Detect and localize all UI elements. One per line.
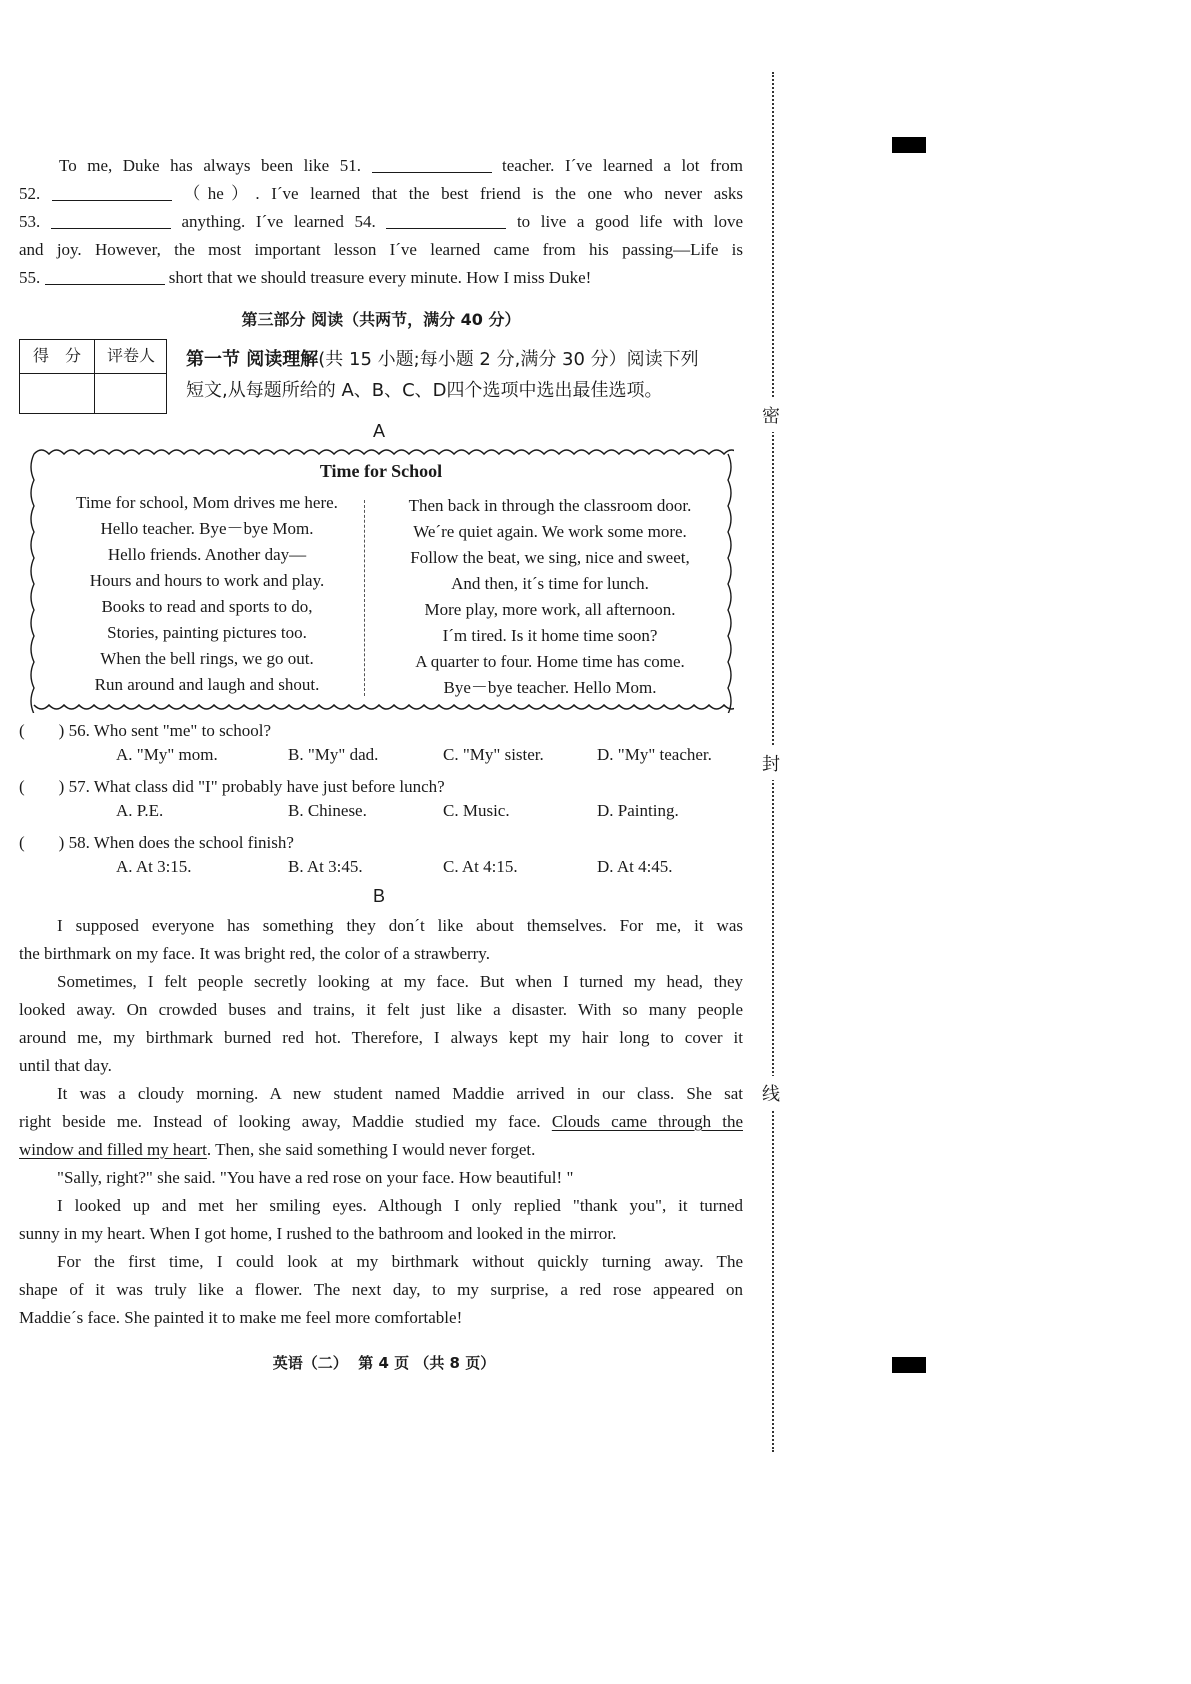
blank-54[interactable] [386,212,506,229]
registration-mark [892,1357,926,1373]
option[interactable]: A. At 3:15. [116,857,192,876]
blank-55[interactable] [45,268,165,285]
poem-line: Books to read and sports to do, [101,597,313,616]
poem-right-column [380,493,720,701]
poem-box [28,446,734,713]
cloze-text: short that we should treasure every minute. How I miss Duke! [164,268,592,287]
blank-51[interactable] [372,156,492,173]
seal-char-mi: 密 [762,398,780,432]
cloze-text: To me, Duke has always been like 51. [59,156,372,175]
cloze-text: teacher. I´ve learned a lot from [491,156,743,175]
score-header: 得 分 [32,346,81,365]
passage-line: "Sally, right?" she said. "You have a red rose on your face. How beautiful! " [57,1168,574,1187]
table-divider [20,373,166,374]
section1-title-rest: (共 15 小题;每小题 2 分,满分 30 分）阅读下列 [318,349,699,370]
underlined-phrase: Clouds came through the [551,1112,743,1131]
passage-line: sunny in my heart. When I got home, I rushed to the bathroom and looked in the mirror. [19,1224,617,1243]
passage-line: Maddie´s face. She painted it to make me feel more comfortable! [19,1308,463,1327]
answer-paren[interactable]: ( ) [19,833,65,852]
option[interactable]: A. P.E. [116,801,164,820]
registration-mark [892,137,926,153]
option[interactable]: D. "My" teacher. [597,745,712,764]
poem-line: When the bell rings, we go out. [100,649,314,668]
option[interactable]: B. Chinese. [288,801,367,820]
part3-header: 第三部分 阅读（共两节，满分 40 分） [241,310,521,329]
passage-line: the birthmark on my face. It was bright red, the color of a strawberry. [19,944,490,963]
poem-line: Hello friends. Another day— [107,545,307,564]
passage-a-letter: A [373,421,386,441]
answer-paren[interactable]: ( ) [19,721,65,740]
section1-line-1 [186,344,746,375]
poem-line: More play, more work, all afternoon. [424,600,676,619]
cloze-text: 53. [19,212,51,231]
question-58 [19,829,294,857]
page-footer: 英语（二） 第 4 页 （共 8 页） [272,1354,496,1372]
cloze-text: to live a good life with love [506,212,744,231]
option[interactable]: B. "My" dad. [288,745,379,764]
blank-52[interactable] [52,184,172,201]
score-table [19,339,167,414]
passage-line [19,1136,743,1164]
passage-line: looked away. On crowded buses and trains, it felt just like a disaster. With so many people [19,1000,743,1019]
question-57 [19,773,445,801]
answer-paren[interactable]: ( ) [19,777,65,796]
passage-b-letter: B [373,886,386,906]
seal-char-feng: 封 [762,746,780,780]
poem-line: Run around and laugh and shout. [94,675,320,694]
question-stem: 58. When does the school finish? [68,833,294,852]
blank-53[interactable] [51,212,171,229]
poem-line: And then, it´s time for lunch. [451,574,649,593]
cloze-text: （he）. I´ve learned that the best friend is the one who never asks [171,184,743,203]
passage-line: shape of it was truly like a flower. The next day, to my surprise, a red rose appeared on [19,1280,743,1299]
section1-line-2: 短文,从每题所给的 A、B、C、D四个选项中选出最佳选项。 [186,380,663,401]
passage-line [19,1108,743,1136]
poem-line: Follow the beat, we sing, nice and sweet, [410,548,690,567]
poem-line: Hello teacher. Bye－bye Mom. [100,519,314,538]
section1-instructions [186,344,746,406]
grader-header: 评卷人 [106,346,155,365]
cloze-line-2 [19,180,743,208]
question-stem: 57. What class did "I" probably have just before lunch? [68,777,445,796]
poem-line: Time for school, Mom drives me here. [76,493,338,512]
passage-line: until that day. [19,1056,112,1075]
passage-text: right beside me. Instead of looking away, Maddie studied my face. [19,1112,552,1131]
option[interactable]: D. Painting. [597,801,679,820]
cloze-text: anything. I´ve learned 54. [170,212,387,231]
cloze-text: and joy. However, the most important lesson I´ve learned came from his passing—Life is [19,240,743,259]
passage-line: around me, my birthmark burned red hot. Therefore, I always kept my hair long to cover it [19,1028,743,1047]
passage-b [19,912,743,1332]
cloze-text: 55. [19,268,45,287]
passage-text: . Then, she said something I would never forget. [206,1140,536,1159]
section1-title: 第一节 阅读理解 [186,349,319,370]
cloze-paragraph [19,152,743,292]
cloze-line-3 [19,208,743,236]
passage-line: I supposed everyone has something they don´t like about themselves. For me, it was [57,916,743,935]
option[interactable]: A. "My" mom. [116,745,218,764]
poem-line: We´re quiet again. We work some more. [413,522,687,541]
question-stem: 56. Who sent "me" to school? [68,721,272,740]
poem-line: I´m tired. Is it home time soon? [442,626,658,645]
poem-left-column [42,490,372,698]
cloze-text: 52. [19,184,52,203]
passage-line: It was a cloudy morning. A new student named Maddie arrived in our class. She sat [57,1084,743,1103]
poem-line: A quarter to four. Home time has come. [415,652,685,671]
passage-line: I looked up and met her smiling eyes. Although I only replied "thank you", it turned [57,1196,743,1215]
question-56 [19,717,271,745]
option[interactable]: D. At 4:45. [597,857,673,876]
cloze-line-5 [19,264,743,292]
option[interactable]: C. "My" sister. [443,745,544,764]
underlined-phrase: window and filled my heart [19,1140,207,1159]
cloze-line-1 [19,152,743,180]
option[interactable]: C. At 4:15. [443,857,518,876]
poem-line: Stories, painting pictures too. [107,623,307,642]
seal-char-xian: 线 [762,1076,780,1110]
poem-line: Hours and hours to work and play. [89,571,325,590]
option[interactable]: C. Music. [443,801,510,820]
poem-line: Bye－bye teacher. Hello Mom. [443,678,657,697]
passage-line: For the first time, I could look at my birthmark without quickly turning away. The [57,1252,743,1271]
poem-line: Then back in through the classroom door. [408,496,692,515]
passage-line: Sometimes, I felt people secretly looking at my face. But when I turned my head, they [57,972,743,991]
cloze-line-4 [19,236,743,264]
poem-title: Time for School [319,461,443,481]
option[interactable]: B. At 3:45. [288,857,363,876]
